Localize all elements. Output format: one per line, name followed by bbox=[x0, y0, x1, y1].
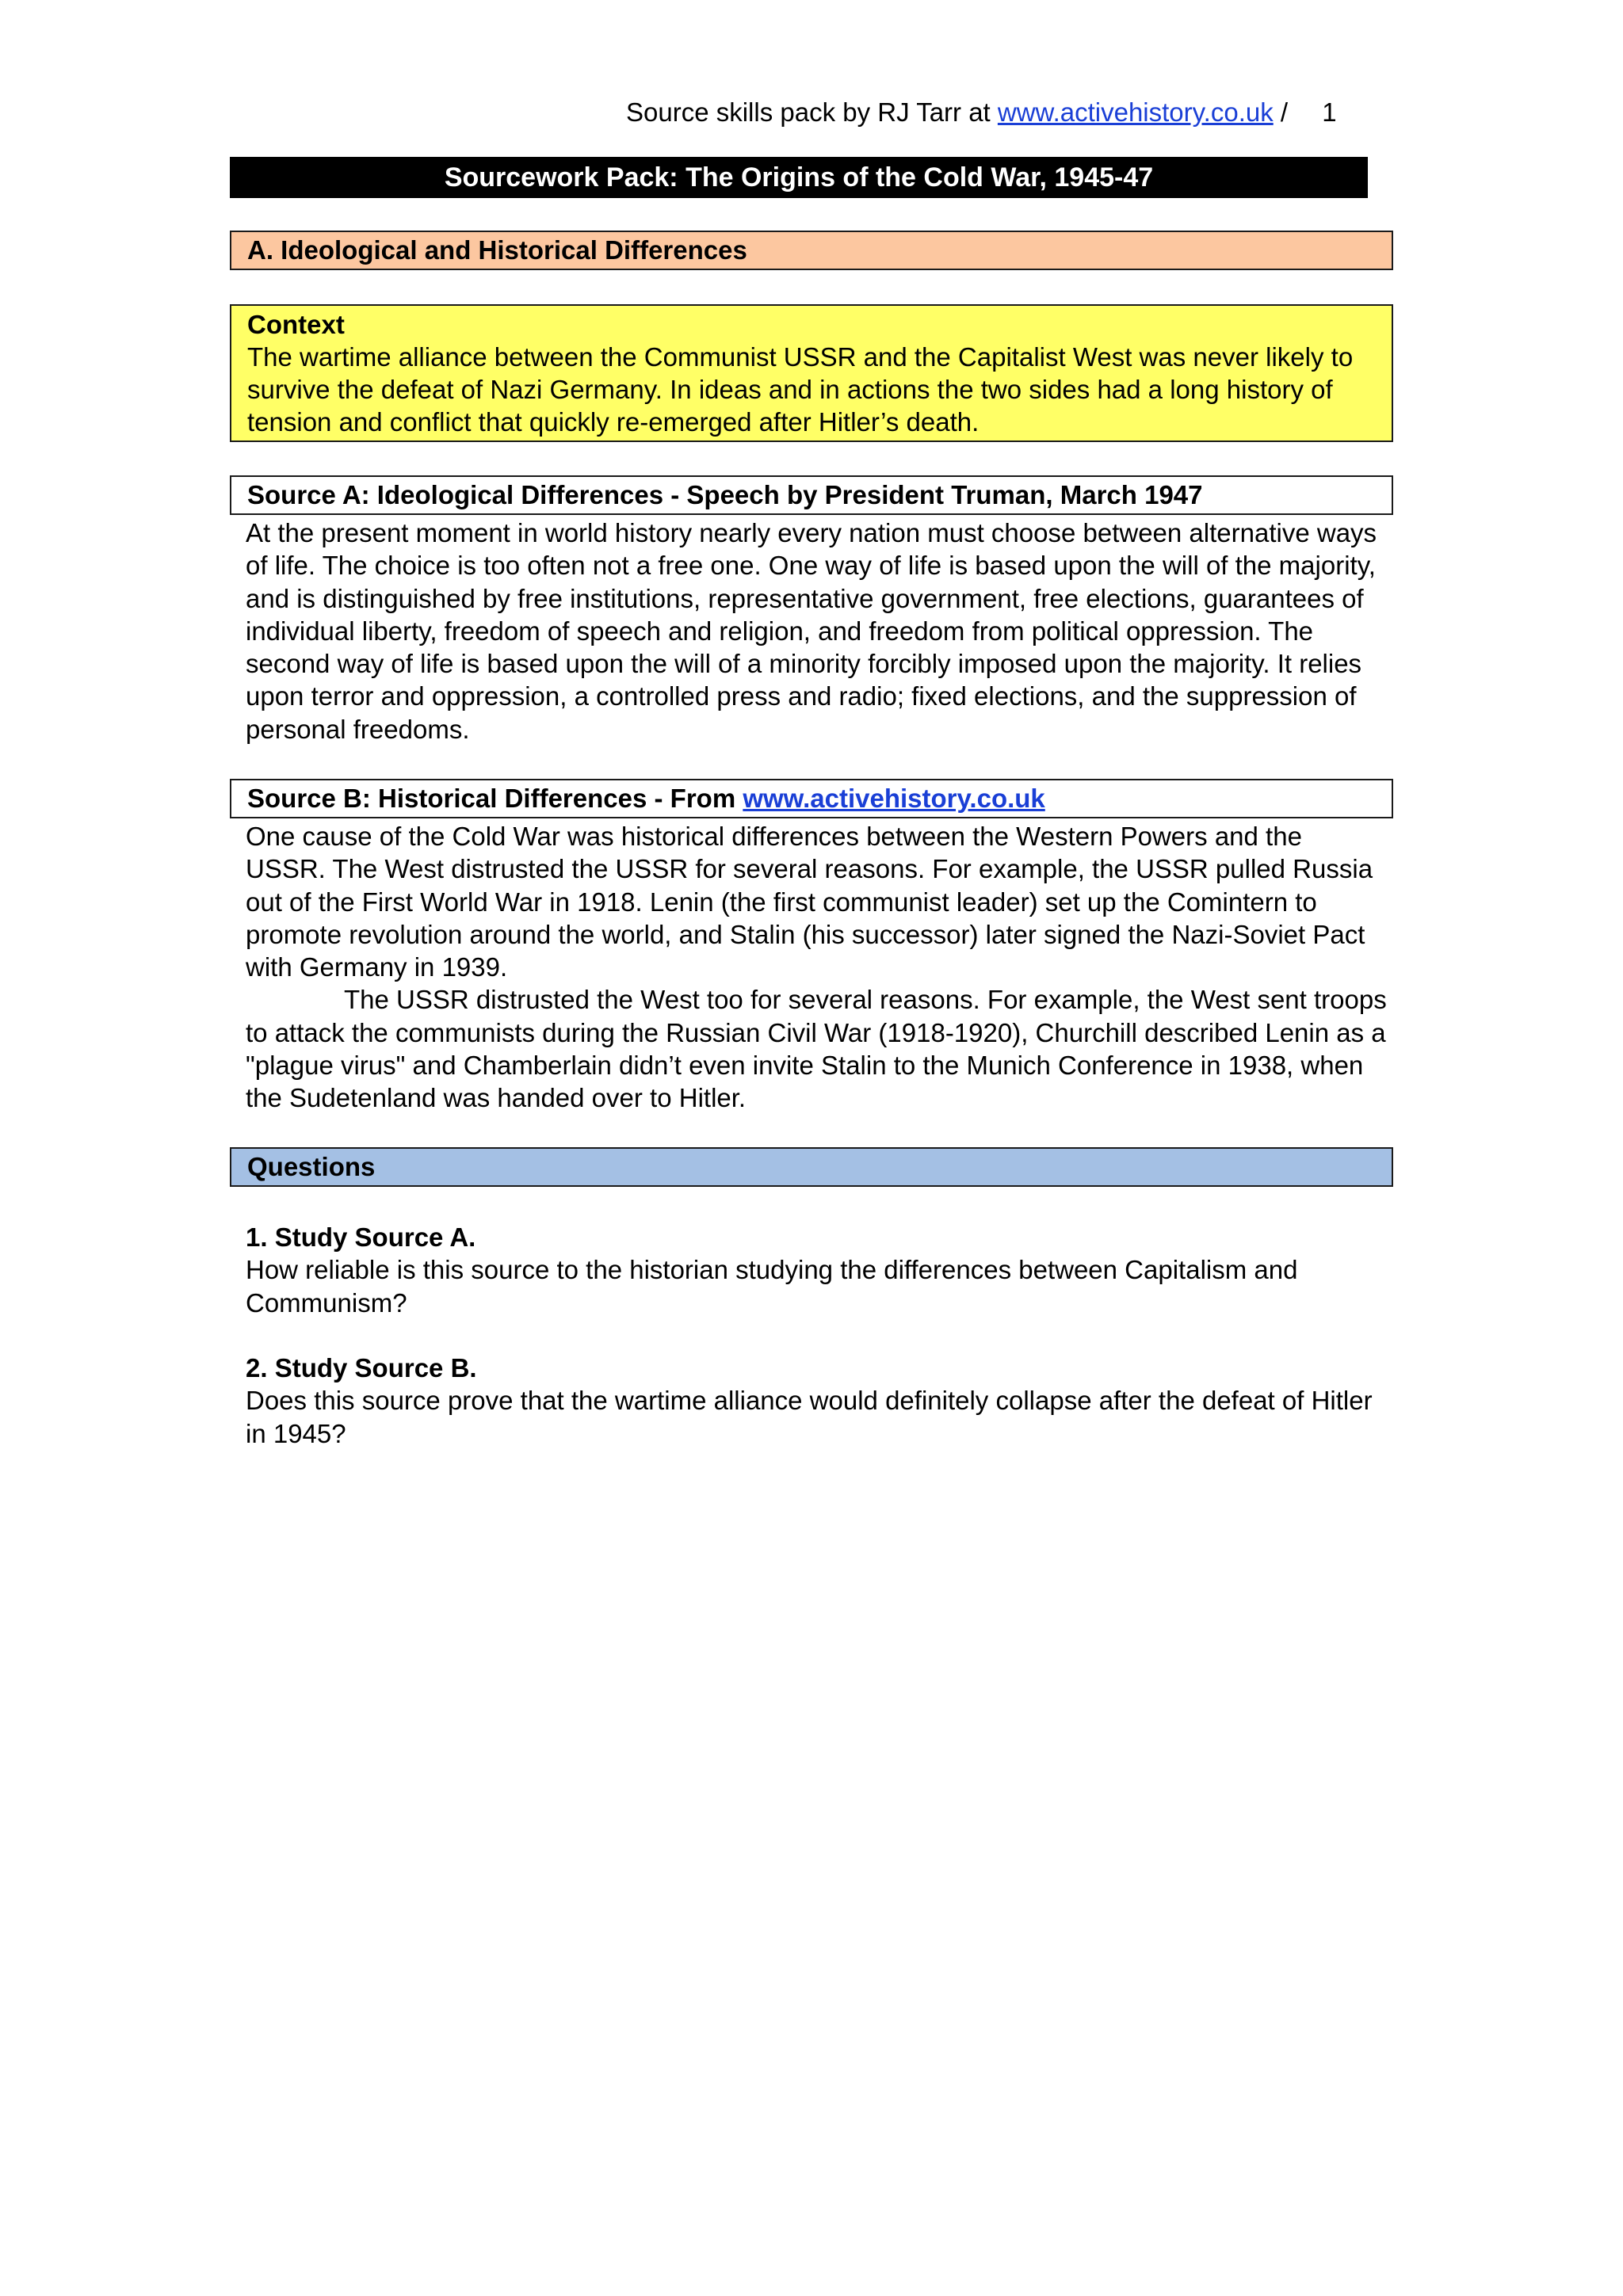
source-b-heading-box bbox=[230, 779, 1393, 818]
question-2-text: Does this source prove that the wartime alliance would definitely collapse after the defeat of Hitler in 1945? bbox=[246, 1386, 1373, 1448]
question-2 bbox=[246, 1352, 1387, 1450]
question-1-title: 1. Study Source A. bbox=[246, 1222, 476, 1252]
question-1-text: How reliable is this source to the historian studying the differences between Capitalism and Communism? bbox=[246, 1255, 1298, 1318]
document-title: Sourcework Pack: The Origins of the Cold War, 1945-47 bbox=[230, 157, 1368, 198]
page-number: 1 bbox=[1322, 97, 1337, 127]
source-b-text bbox=[246, 820, 1387, 1115]
header-text: Source skills pack by RJ Tarr at bbox=[626, 97, 991, 127]
question-1 bbox=[246, 1221, 1387, 1319]
questions-heading: Questions bbox=[230, 1147, 1393, 1187]
source-b-paragraph-1: One cause of the Cold War was historical differences between the Western Powers and the USSR. The West distrusted the USSR for several reasons. For example, the USSR pulled Russia out of the First World War in 1918. Lenin (the first communist leader) set up the Comintern to promote revolution around the world, and Stalin (his successor) later signed the Nazi-Soviet Pact with Germany in 1939. bbox=[246, 822, 1373, 982]
source-b-heading: Source B: Historical Differences - From bbox=[247, 784, 736, 813]
context-heading: Context bbox=[247, 310, 345, 339]
header-link[interactable]: www.activehistory.co.uk bbox=[997, 97, 1274, 127]
source-a-text: At the present moment in world history nearly every nation must choose between alternative ways of life. The choice is too often not a free one. One way of life is based upon the will of the majority, and is distinguished by free institutions, representative government, free elections, guarantees of individual liberty, freedom of speech and religion, and freedom from political oppression. The second way of life is based upon the will of a minority forcibly imposed upon the majority. It relies upon terror and oppression, a controlled press and radio; fixed elections, and the suppression of personal freedoms. bbox=[246, 518, 1377, 744]
page-header bbox=[626, 95, 1387, 130]
source-b-paragraph-2-wrap bbox=[246, 983, 1387, 1114]
question-2-title: 2. Study Source B. bbox=[246, 1353, 477, 1383]
source-b-paragraph-2: The USSR distrusted the West too for several reasons. For example, the West sent troops to attack the communists during the Russian Civil War (1918-1920), Churchill described Lenin as a "plague virus" and Chamberlain didn’t even invite Stalin to the Munich Conference in 1938, when the Sudetenland was handed over to Hitler. bbox=[246, 985, 1387, 1113]
source-a-heading: Source A: Ideological Differences - Speech by President Truman, March 1947 bbox=[230, 475, 1393, 515]
source-b-link[interactable]: www.activehistory.co.uk bbox=[743, 784, 1045, 813]
section-a-heading: A. Ideological and Historical Differences bbox=[230, 231, 1393, 270]
context-text: The wartime alliance between the Communist USSR and the Capitalist West was never likely to survive the defeat of Nazi Germany. In ideas and in actions the two sides had a long history of tension and conflict that quickly re-emerged after Hitler’s death. bbox=[247, 342, 1354, 437]
header-separator: / bbox=[1280, 97, 1289, 127]
context-box bbox=[230, 304, 1393, 442]
